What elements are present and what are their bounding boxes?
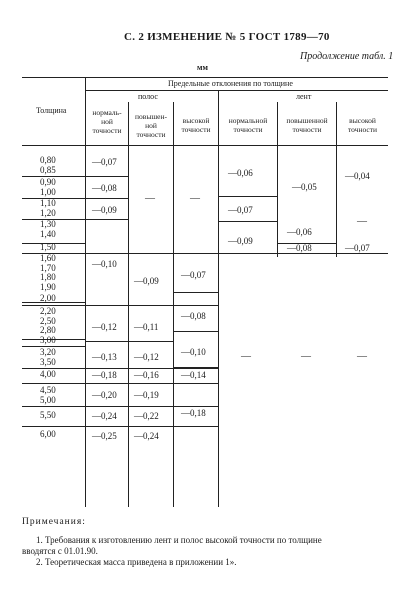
value-cell: —0,24 — [134, 431, 159, 441]
col-strip-top-header: высокой точности — [181, 116, 211, 134]
value-cell: — — [357, 216, 367, 227]
thickness-cell: 1,10 1,20 — [40, 198, 56, 218]
value-cell: — — [145, 193, 155, 204]
thickness-cell: 0,80 0,85 — [40, 155, 56, 175]
value-cell: —0,07 — [92, 157, 117, 167]
value-cell: — — [301, 351, 311, 362]
table-continuation-label: Продолжение табл. 1 — [300, 51, 394, 62]
value-cell: — — [241, 351, 251, 362]
thickness-cell: 3,00 — [40, 335, 56, 345]
value-cell: —0,04 — [345, 171, 370, 181]
value-cell: —0,05 — [292, 182, 317, 192]
value-cell: —0,11 — [134, 322, 159, 332]
value-cell: —0,07 — [345, 243, 370, 253]
page-title: С. 2 ИЗМЕНЕНИЕ № 5 ГОСТ 1789—70 — [124, 31, 330, 43]
value-cell: —0,22 — [134, 411, 159, 421]
thickness-header: Толщина — [36, 106, 67, 115]
thickness-cell: 5,50 — [40, 410, 56, 420]
col-band-high-header: повышенной точности — [286, 116, 328, 134]
note-1-line-1: 1. Требования к изготовлению лент и полос высокой точности по толщине — [36, 535, 322, 545]
value-cell: —0,10 — [181, 347, 206, 357]
value-cell: —0,25 — [92, 431, 117, 441]
strip-header: полос — [138, 92, 158, 101]
value-cell: —0,06 — [228, 168, 253, 178]
value-cell: —0,08 — [92, 183, 117, 193]
value-cell: —0,09 — [228, 236, 253, 246]
thickness-cell: 4,00 — [40, 369, 56, 379]
value-cell: —0,13 — [92, 352, 117, 362]
value-cell: —0,07 — [228, 205, 253, 215]
value-cell: — — [190, 193, 200, 204]
col-strip-high-header: повышен- ной точности — [135, 112, 167, 139]
value-cell: —0,09 — [134, 276, 159, 286]
value-cell: —0,12 — [134, 352, 159, 362]
unit-label: мм — [197, 63, 208, 72]
value-cell: —0,08 — [287, 243, 312, 253]
group-header: Предельные отклонения по толщине — [168, 79, 293, 88]
thickness-cell: 2,20 2,50 2,80 — [40, 306, 56, 335]
value-cell: —0,12 — [92, 322, 117, 332]
note-2: 2. Теоретическая масса приведена в приложении 1». — [36, 557, 237, 567]
thickness-cell: 4,50 5,00 — [40, 385, 56, 405]
value-cell: —0,14 — [181, 370, 206, 380]
value-cell: —0,18 — [181, 408, 206, 418]
value-cell: —0,09 — [92, 205, 117, 215]
value-cell: — — [357, 351, 367, 362]
notes-heading: Примечания: — [22, 517, 86, 527]
thickness-cell: 2,00 — [40, 293, 56, 303]
value-cell: —0,24 — [92, 411, 117, 421]
col-band-top-header: высокой точности — [347, 116, 378, 134]
value-cell: —0,19 — [134, 390, 159, 400]
band-header: лент — [296, 92, 312, 101]
thickness-cell: 1,50 — [40, 242, 56, 252]
value-cell: —0,18 — [92, 370, 117, 380]
value-cell: —0,10 — [92, 259, 117, 269]
value-cell: —0,07 — [181, 270, 206, 280]
value-cell: —0,08 — [181, 311, 206, 321]
thickness-cell: 1,60 1,70 1,80 1,90 — [40, 253, 56, 292]
thickness-cell: 3,20 3,50 — [40, 347, 56, 367]
value-cell: —0,20 — [92, 390, 117, 400]
thickness-cell: 1,30 1,40 — [40, 219, 56, 239]
value-cell: —0,16 — [134, 370, 159, 380]
col-strip-normal-header: нормаль- ной точности — [92, 108, 122, 135]
note-1-line-2: вводятся с 01.01.90. — [22, 546, 98, 556]
value-cell: —0,06 — [287, 227, 312, 237]
col-band-normal-header: нормальной точности — [228, 116, 268, 134]
thickness-cell: 6,00 — [40, 429, 56, 439]
thickness-cell: 0,90 1,00 — [40, 177, 56, 197]
